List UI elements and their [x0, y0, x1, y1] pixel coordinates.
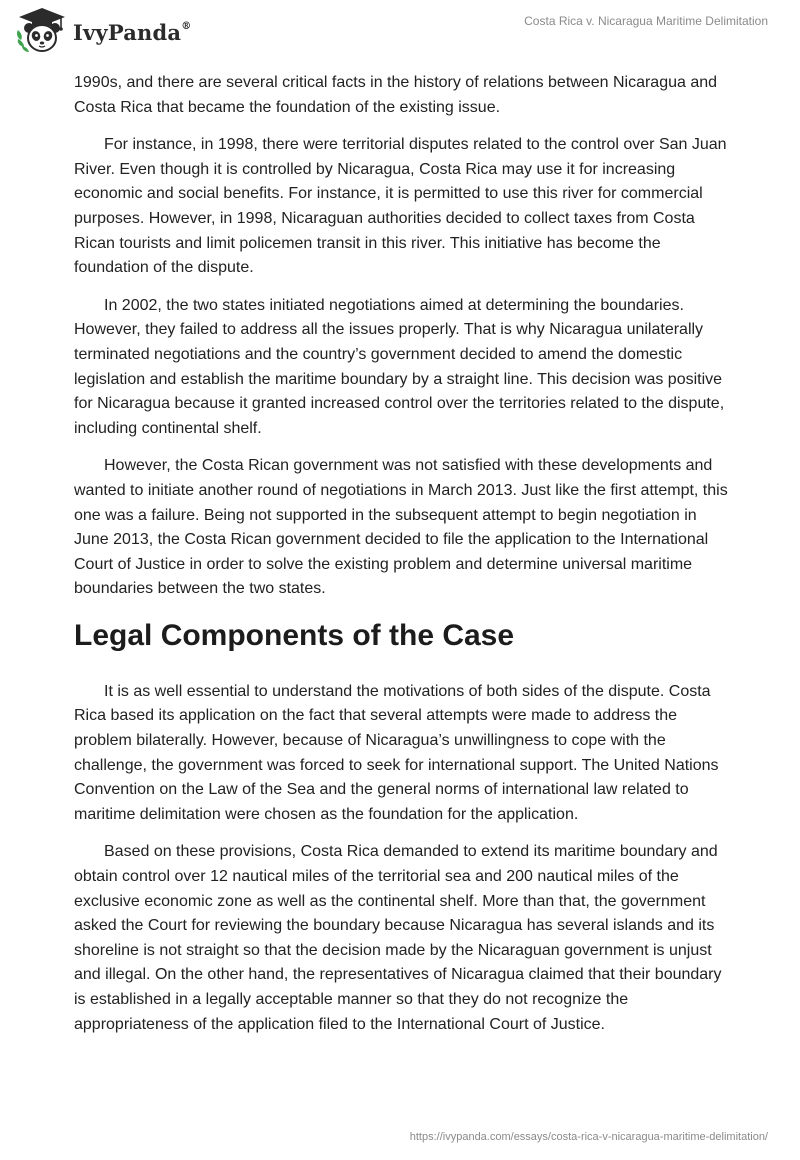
brand-name: IvyPanda® — [73, 19, 192, 45]
paragraph: For instance, in 1998, there were territorial disputes related to the control over San Juan River. Even though it is controlled by Nicaragua, Costa Rica may use it for increasing economic and social benefits. For instance, it is permitted to use this river for commercial purposes. However, in 1998, Nicaraguan authorities decided to collect taxes from Costa Rican tourists and limit policemen transit in this river. This initiative has become the foundation of the dispute. — [74, 136, 727, 277]
paragraph: Based on these provisions, Costa Rica demanded to extend its maritime boundary and obtain control over 12 nautical miles of the territorial sea and 200 nautical miles of the exclusive economic zone as well as the continental shelf. More than that, the government asked the Court for reviewing the boundary because Nicaragua has several islands and its shoreline is not straight so that the decision made by the Nicaraguan government is unjust and illegal. On the other hand, the representatives of Nicaragua claimed that their boundary is established in a legally acceptable manner so that they do not recognize the appropriateness of the application filed to the International Court of Justice. — [74, 843, 722, 1033]
paragraph: In 2002, the two states initiated negotiations aimed at determining the boundaries. However, they failed to address all the issues properly. That is why Nicaragua unilaterally terminated negotiations and the country’s government decided to amend the domestic legislation and establish the maritime boundary by a straight line. This decision was positive for Nicaragua because it granted increased control over the territories related to the dispute, including continental shelf. — [74, 296, 725, 437]
ivypanda-logo[interactable] — [15, 6, 191, 56]
section-heading: Legal Components of the Case — [74, 618, 515, 652]
essay-content — [74, 71, 734, 1050]
paragraph: However, the Costa Rican government was not satisfied with these developments and wanted to initiate another round of negotiations in March 2013. Just like the first attempt, this one was a failure. Being not supported in the subsequent attempt to begin negotiation in June 2013, the Costa Rican government decided to file the application to the International Court of Justice in order to solve the existing problem and determine universal maritime boundaries between the two states. — [74, 457, 728, 598]
source-url[interactable]: https://ivypanda.com/essays/costa-rica-v-nicaragua-maritime-delimitation/ — [409, 1131, 768, 1143]
document-title: Costa Rica v. Nicaragua Maritime Delimitation — [524, 14, 768, 28]
panda-graduation-cap-icon — [15, 6, 69, 56]
paragraph: 1990s, and there are several critical facts in the history of relations between Nicaragua and Costa Rica that became the foundation of the existing issue. — [74, 74, 718, 116]
paragraph: It is as well essential to understand the motivations of both sides of the dispute. Costa Rica based its application on the fact that several attempts were made to address the problem bilaterally. However, because of Nicaragua’s unwillingness to cope with the challenge, the government was forced to seek for international support. The United Nations Convention on the Law of the Sea and the general norms of international law related to maritime delimitation were chosen as the foundation for the application. — [74, 682, 719, 823]
page-header — [0, 0, 800, 60]
